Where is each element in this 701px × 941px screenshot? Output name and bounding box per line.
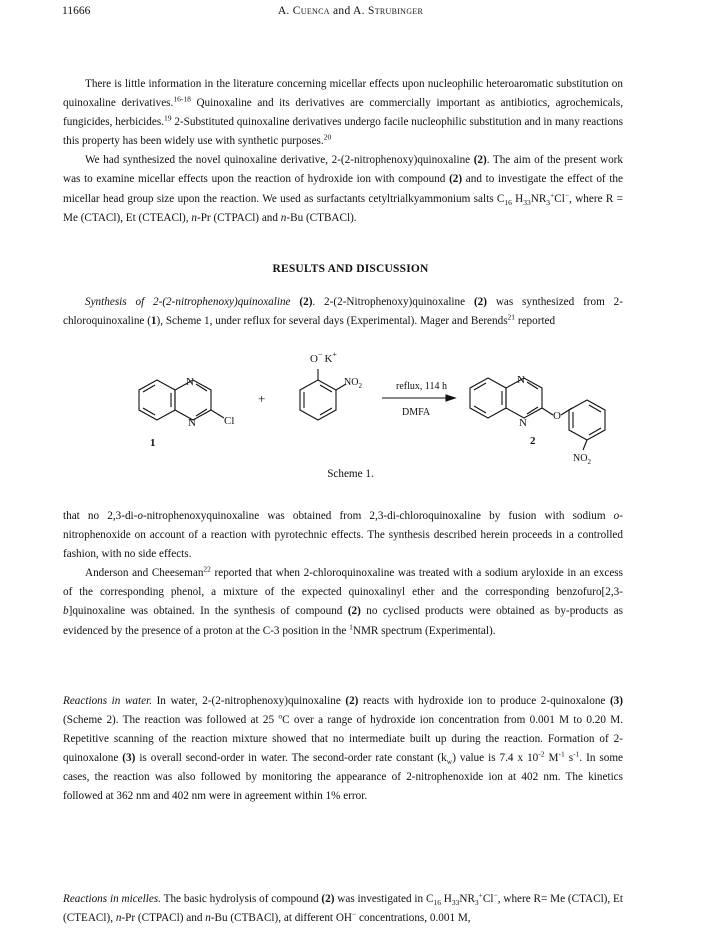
atom-n-lower-1: N xyxy=(188,417,196,429)
atom-n-upper-2: N xyxy=(517,374,525,386)
reactions-in-water-paragraph: Reactions in water. In water, 2-(2-nitrophenoxy)quinoxaline (2) reacts with hydroxide ion to produce 2-quinoxalone (3) (Scheme 2). The reaction was followed at 25 $^o$C over a range of hydroxide ion concentration from 0.001 M to 0.20 M. Repetitive scanning of the reaction mixture showed that no intermediate built up during the reaction. Formation of 2-quinoxalone (3) is overall second-order in water. The second-order rate constant $(k_w)$ value is 7.4 x $10^{-2}$ $M^{-1}$ $s^{-1}$. In some cases, the reaction was also followed by monitoring the appearance of 2-nitrophenoxide ion at 402 nm. The kinetics followed at 362 nm and 402 nm were in agreement within 1% error. xyxy=(63,695,624,803)
paragraph-micellar-literature: There is little information in the literature concerning micellar effects upon nucleophilic heteroaromatic substitution on quinoxaline derivatives.$^{16-18}$ Quinoxaline and its derivatives are commercially important as antibiotics, agrochemicals, fungicides, herbicides.$^{19}$ 2-Substituted quinoxaline derivatives undergo facile nucleophilic substitution and in many reactions this property has been widely use with synthetic purposes.$^{20}$ xyxy=(63,78,623,148)
plus-sign: + xyxy=(258,391,266,406)
synthesis-paragraph: Synthesis of 2-(2-nitrophenoxy)quinoxaline (2). 2-(2-Nitrophenoxy)quinoxaline (2) was synthesized from 2-chloroquinoxaline (1), Scheme 1, under reflux for several days (Experimental). Mager and Berends$^{21}$ reported xyxy=(63,296,623,328)
scheme-1 xyxy=(0,340,701,470)
reaction-scheme-drawing xyxy=(0,340,701,470)
chloro-label: Cl xyxy=(224,415,235,427)
nitro-label-top: $NO_2$ xyxy=(344,377,362,390)
running-header-authors: A. Cuenca and A. Strubinger xyxy=(277,5,424,17)
compound-number-2: 2 xyxy=(530,435,536,447)
atom-n-upper-1: N xyxy=(186,376,194,388)
benzene-ring-2 xyxy=(470,378,506,418)
arrow-conditions-top: reflux, 114 h xyxy=(396,381,448,392)
arrow-conditions-bottom: DMFA xyxy=(402,407,431,418)
ether-oxygen-label: O xyxy=(553,410,561,422)
intro-paragraphs xyxy=(63,75,623,228)
page-number: 11666 xyxy=(62,5,91,17)
compound-number-1: 1 xyxy=(150,437,156,449)
scheme-caption: Scheme 1. xyxy=(327,468,374,480)
phenoxide-label: O− K+ xyxy=(310,350,337,365)
section-heading: RESULTS AND DISCUSSION xyxy=(272,263,429,275)
paragraph-mager-berends: that no 2,3-di-o-nitrophenoxyquinoxaline was obtained from 2,3-di-chloroquinoxaline by fusion with sodium o-nitrophenoxide on account of a reaction with pyrotechnic effects. The synthesis described herein proceeds in a controlled fashion, with no side effects. xyxy=(63,510,623,561)
benzene-ring-1 xyxy=(139,380,175,420)
paragraph-anderson-cheeseman: Anderson and Cheeseman$^{22}$ reported that when 2-chloroquinoxaline was treated with a sodium aryloxide in an excess of the corresponding phenol, a mixture of the expected quinoxalinyl ether and the corresponding benzofuro[2,3-b]quinoxaline was obtained. In the synthesis of compound (2) no cyclised products were obtained as by-products as evidenced by the presence of a proton at the C-3 position in the $^1$NMR spectrum (Experimental). xyxy=(63,564,623,637)
atom-n-lower-2: N xyxy=(519,417,527,429)
nitro-label-bottom: $NO_2$ xyxy=(573,453,591,466)
nitrophenyl-ring xyxy=(569,400,605,440)
paragraph-aim: We had synthesized the novel quinoxaline derivative, 2-(2-nitrophenoxy)quinoxaline (2). The aim of the present work was to examine micellar effects upon the reaction of hydroxide ion with compound (2) and to investigate the effect of the micellar head group size upon the reaction. We used as surfactants cetyltrialkyammonium salts $C_{16}$ $H_{33}NR_3^+Cl^-$, where R = Me (CTACl), Et (CTEACl), n-Pr (CTPACl) and n-Bu (CTBACl). xyxy=(63,154,623,224)
post-scheme-paragraphs xyxy=(63,507,623,641)
nitrophenoxide-ring xyxy=(300,380,336,420)
reactions-in-micelles-paragraph: Reactions in micelles. The basic hydrolysis of compound (2) was investigated in $C_{16}$ $H_{33}NR_3^+Cl^-$, where R= Me (CTACl), Et (CTEACl), n-Pr (CTPACl) and n-Bu (CTBACl), at different OH− concentrations, 0.001 M, xyxy=(63,890,623,925)
